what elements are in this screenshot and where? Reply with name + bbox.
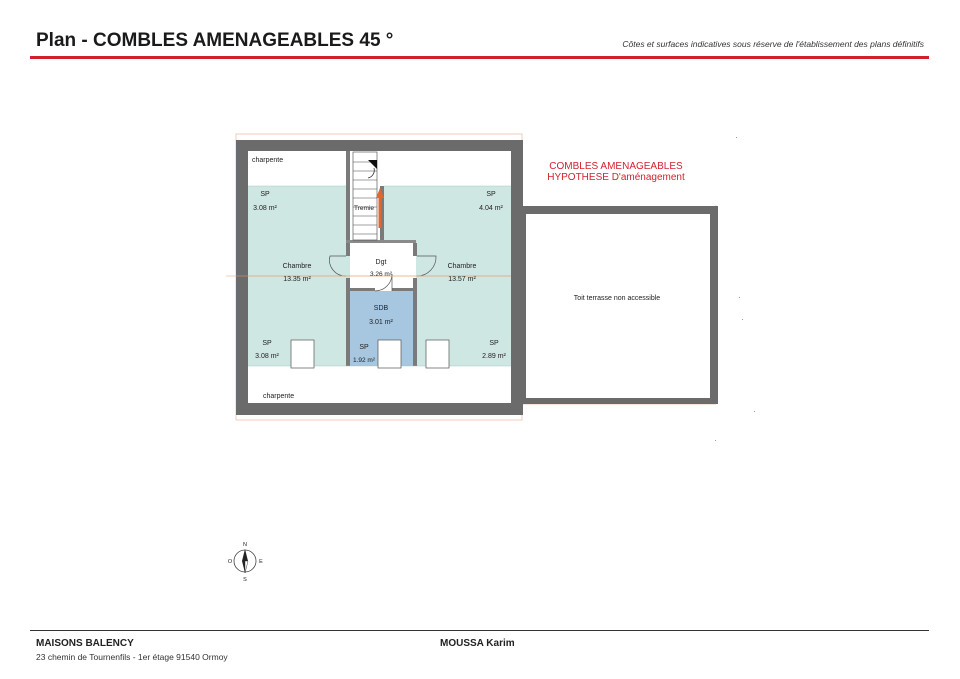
label-charpente-bottom: charpente — [263, 393, 295, 400]
room-name-chambre-left: Chambre — [282, 263, 312, 270]
room-name-sdb: SDB — [373, 305, 389, 312]
compass-o: O — [227, 559, 233, 565]
disclaimer: Côtes et surfaces indicatives sous réserve de l'établissement des plans définitifs — [622, 39, 924, 49]
compass-n: N — [243, 542, 247, 548]
corridor — [350, 243, 416, 291]
room-area-chambre-left: 13.35 m² — [283, 276, 311, 283]
room-name-sp-tl: SP — [260, 191, 270, 198]
compass-s: S — [243, 577, 247, 583]
label-charpente-top: charpente — [252, 157, 284, 164]
compass-e: E — [259, 559, 263, 565]
plan-note-line1: COMBLES AMENAGEABLES — [549, 161, 683, 172]
room-area-chambre-right: 13.57 m² — [448, 276, 476, 283]
plan-note-line2: HYPOTHESE D'aménagement — [547, 172, 685, 183]
room-area-sp-tl: 3.08 m² — [253, 205, 277, 212]
room-area-sp-bl: 3.08 m² — [255, 353, 279, 360]
room-area-dgt: 3.26 m² — [369, 271, 393, 278]
company-address: 23 chemin de Tournenfils - 1er étage 91540 Ormoy — [36, 652, 228, 662]
compass-icon — [228, 542, 263, 583]
room-name-sp-bc: SP — [359, 344, 369, 351]
room-name-sp-bl: SP — [262, 340, 272, 347]
room-area-sp-tr: 4.04 m² — [479, 205, 503, 212]
room-name-dgt: Dgt — [375, 259, 387, 266]
room-area-sp-bc: 1.92 m² — [352, 357, 376, 364]
room-name-chambre-right: Chambre — [447, 263, 477, 270]
room-name-sp-br: SP — [489, 340, 499, 347]
room-area-sdb: 3.01 m² — [369, 319, 393, 326]
page-title: Plan - COMBLES AMENAGEABLES 45 ° — [36, 30, 394, 51]
client-name: MOUSSA Karim — [440, 638, 515, 649]
company-name: MAISONS BALENCY — [36, 638, 134, 649]
room-name-sp-tr: SP — [486, 191, 496, 198]
footer-divider — [30, 630, 929, 631]
terrace — [526, 214, 710, 398]
label-terrace: Toit terrasse non accessible — [573, 295, 661, 302]
label-tremie: Tremie — [354, 205, 374, 212]
room-area-sp-br: 2.89 m² — [482, 353, 506, 360]
